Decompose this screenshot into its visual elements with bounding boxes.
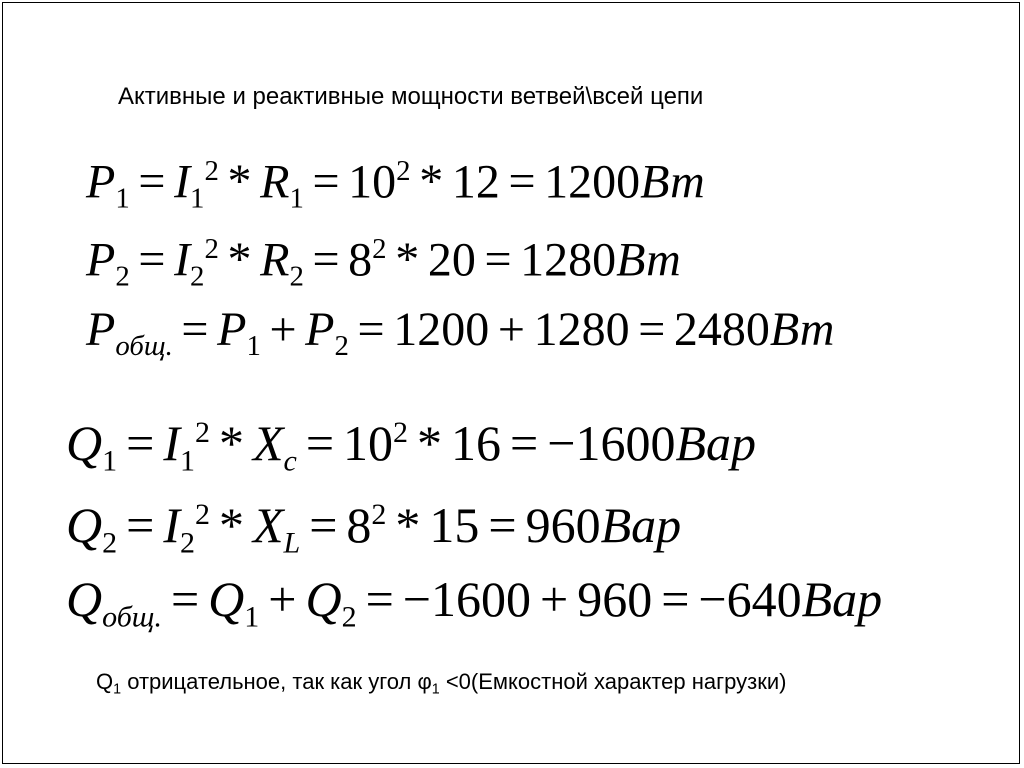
symbol-i: I: [163, 415, 180, 471]
subscript: общ.: [102, 600, 162, 634]
number: 960: [577, 571, 653, 627]
equation-p1: $P_1 = I_1^2 * R_1 = 10^2 * 12 = 1200Вт$: [86, 155, 705, 215]
symbol-q: Q: [66, 571, 103, 627]
unit: Вар: [675, 415, 756, 471]
symbol-i: I: [174, 233, 191, 287]
unit: Вт: [616, 233, 681, 287]
symbol-p: P: [86, 233, 116, 287]
note-text-part: <0(Емкостной характер нагрузки): [439, 669, 787, 694]
subscript: 2: [190, 260, 205, 293]
note-symbol-q: Q: [96, 669, 114, 694]
exponent: 2: [372, 233, 387, 265]
unit: Вар: [600, 497, 682, 553]
exponent: 2: [204, 233, 219, 265]
number: −1600: [402, 571, 531, 627]
exponent: 2: [194, 498, 210, 531]
number: 20: [427, 233, 476, 287]
unit: Вт: [640, 155, 705, 209]
symbol-r: R: [260, 155, 290, 209]
symbol-q: Q: [208, 571, 245, 627]
exponent: 2: [393, 416, 409, 449]
equation-p-total: $P_{общ.} = P_1 + P_2 = 1200 + 1280 = 2480Вт$: [86, 303, 835, 363]
subscript: 1: [115, 182, 130, 215]
symbol-i: I: [174, 155, 191, 209]
symbol-x: X: [252, 497, 284, 553]
subscript: 2: [179, 526, 195, 560]
symbol-p: P: [86, 303, 116, 356]
note-text-part: отрицательное, так как угол: [121, 669, 418, 694]
subscript: 1: [102, 444, 118, 478]
subscript: 1: [246, 330, 261, 363]
exponent: 2: [204, 155, 219, 187]
number: 8: [348, 233, 373, 287]
symbol-i: I: [163, 497, 180, 553]
number: 12: [451, 155, 500, 209]
note-text: [96, 668, 786, 703]
symbol-r: R: [260, 233, 290, 287]
result: 1280: [520, 233, 617, 287]
subscript: 1: [244, 600, 260, 634]
unit: Вт: [769, 303, 835, 356]
exponent: 2: [396, 155, 411, 187]
symbol-p: P: [305, 303, 335, 356]
symbol-q: Q: [66, 415, 103, 471]
symbol-x: X: [252, 415, 284, 471]
subscript: 1: [113, 681, 122, 698]
result: 960: [525, 497, 601, 553]
subscript: 2: [334, 330, 349, 363]
symbol-q: Q: [305, 571, 342, 627]
number: 10: [343, 415, 394, 471]
symbol-p: P: [86, 155, 116, 209]
equation-q1: $Q_1 = I_1^2 * X_c = 10^2 * 16 = -1600Вар$: [66, 415, 756, 478]
note-symbol-phi: φ: [417, 669, 432, 694]
subscript: общ.: [115, 330, 173, 363]
subscript: 2: [289, 260, 304, 293]
number: 1280: [533, 303, 630, 356]
number: 15: [429, 497, 480, 553]
subscript: 2: [102, 526, 118, 560]
subscript: 2: [341, 600, 357, 634]
number: 1200: [393, 303, 490, 356]
subscript: c: [283, 444, 297, 478]
number: 10: [348, 155, 397, 209]
symbol-p: P: [217, 303, 247, 356]
equation-q2: $Q_2 = I_2^2 * X_L = 8^2 * 15 = 960Вар$: [66, 497, 682, 560]
result: −640: [698, 571, 802, 627]
result: −1600: [547, 415, 676, 471]
slide-title: Активные и реактивные мощности ветвей\всей цепи: [118, 83, 704, 110]
symbol-q: Q: [66, 497, 103, 553]
exponent: 2: [371, 498, 387, 531]
result: 1200: [544, 155, 641, 209]
subscript: 1: [190, 182, 205, 215]
result: 2480: [673, 303, 770, 356]
subscript: 2: [115, 260, 130, 293]
equation-p2: $P_2 = I_2^2 * R_2 = 8^2 * 20 = 1280Вт$: [86, 233, 681, 293]
slide-frame: [2, 2, 1020, 764]
subscript: 1: [431, 681, 440, 698]
subscript: 1: [179, 444, 195, 478]
number: 8: [346, 497, 372, 553]
number: 16: [451, 415, 502, 471]
unit: Вар: [801, 571, 883, 627]
subscript: L: [283, 526, 301, 560]
equation-q-total: $Q_{общ.} = Q_1 + Q_2 = -1600 + 960 = -640Вар$: [66, 571, 883, 634]
exponent: 2: [194, 416, 210, 449]
subscript: 1: [289, 182, 304, 215]
